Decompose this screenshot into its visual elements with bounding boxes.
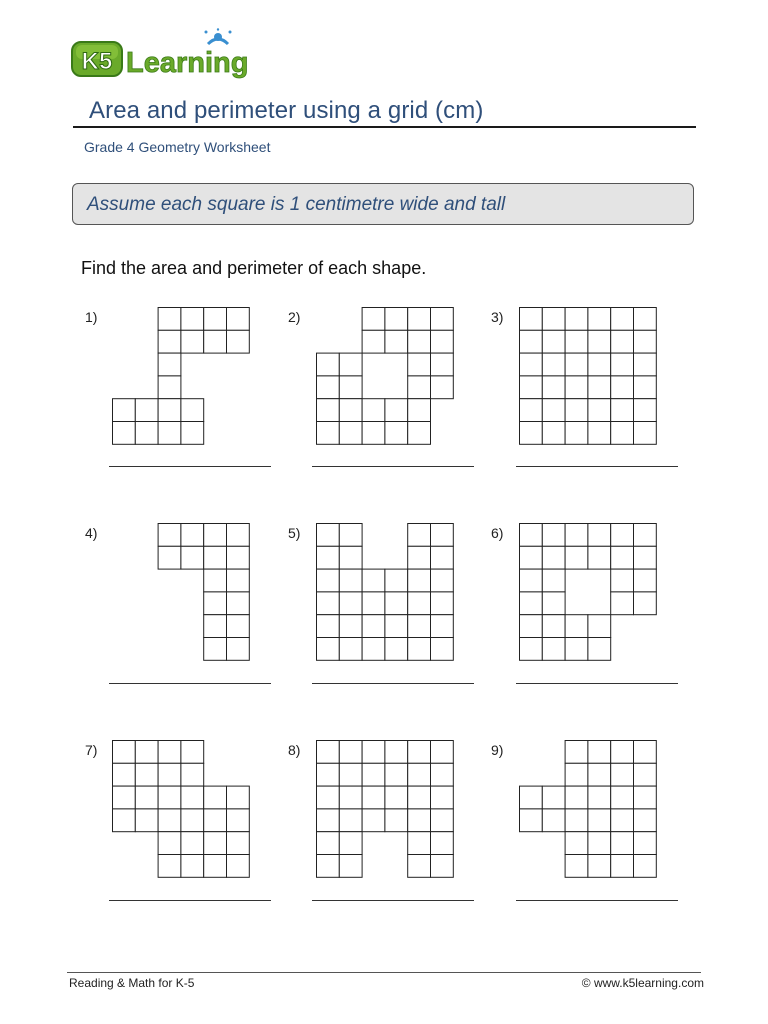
grid-cell <box>611 763 634 786</box>
grid-cell <box>634 308 657 331</box>
grid-cell <box>339 638 362 661</box>
grid-cell <box>113 741 136 764</box>
grid-cell <box>227 546 250 569</box>
grid-cell <box>634 855 657 878</box>
grid-cell <box>634 546 657 569</box>
grid-cell <box>611 832 634 855</box>
grid-cell <box>588 832 611 855</box>
problem-label: 5) <box>288 525 301 541</box>
grid-cell <box>431 353 454 376</box>
page-subtitle: Grade 4 Geometry Worksheet <box>84 139 271 155</box>
grid-cell <box>565 763 588 786</box>
grid-cell <box>113 399 136 422</box>
shape-grid <box>112 740 251 879</box>
problem-label: 8) <box>288 742 301 758</box>
grid-cell <box>227 832 250 855</box>
grid-cell <box>520 615 543 638</box>
shape-grid <box>519 740 658 879</box>
grid-cell <box>520 546 543 569</box>
grid-cell <box>611 569 634 592</box>
grid-cell <box>227 786 250 809</box>
grid-cell <box>408 376 431 399</box>
grid-cell <box>542 524 565 547</box>
grid-cell <box>339 569 362 592</box>
grid-cell <box>227 524 250 547</box>
shape-grid <box>519 523 658 662</box>
grid-cell <box>431 376 454 399</box>
grid-cell <box>135 763 158 786</box>
grid-cell <box>204 786 227 809</box>
grid-cell <box>181 741 204 764</box>
grid-cell <box>634 422 657 445</box>
grid-cell <box>158 399 181 422</box>
grid-cell <box>385 592 408 615</box>
assumption-text: Assume each square is 1 centimetre wide and tall <box>87 194 506 215</box>
grid-cell <box>588 638 611 661</box>
grid-cell <box>565 376 588 399</box>
grid-cell <box>520 809 543 832</box>
grid-cell <box>408 763 431 786</box>
grid-cell <box>317 855 340 878</box>
grid-cell <box>588 353 611 376</box>
grid-cell <box>565 422 588 445</box>
grid-cell <box>135 399 158 422</box>
grid-cell <box>542 330 565 353</box>
grid-cell <box>408 741 431 764</box>
grid-cell <box>565 353 588 376</box>
shape-grid <box>316 523 455 662</box>
grid-cell <box>227 569 250 592</box>
grid-cell <box>565 308 588 331</box>
grid-cell <box>158 786 181 809</box>
answer-line[interactable] <box>516 466 678 467</box>
grid-cell <box>181 809 204 832</box>
grid-cell <box>158 353 181 376</box>
grid-cell <box>408 786 431 809</box>
grid-cell <box>158 855 181 878</box>
grid-cell <box>362 741 385 764</box>
grid-cell <box>362 592 385 615</box>
grid-cell <box>520 422 543 445</box>
grid-cell <box>520 569 543 592</box>
grid-cell <box>634 353 657 376</box>
grid-cell <box>588 422 611 445</box>
grid-cell <box>542 399 565 422</box>
grid-cell <box>227 592 250 615</box>
grid-cell <box>588 615 611 638</box>
grid-cell <box>385 569 408 592</box>
grid-cell <box>181 763 204 786</box>
grid-cell <box>542 422 565 445</box>
grid-cell <box>135 809 158 832</box>
problem-label: 9) <box>491 742 504 758</box>
grid-cell <box>227 809 250 832</box>
grid-cell <box>431 786 454 809</box>
shape-grid <box>316 740 455 879</box>
grid-cell <box>204 638 227 661</box>
logo-k5-text: K5 <box>81 48 113 75</box>
grid-cell <box>339 399 362 422</box>
grid-cell <box>520 638 543 661</box>
grid-cell <box>520 376 543 399</box>
grid-cell <box>362 809 385 832</box>
grid-cell <box>634 741 657 764</box>
grid-cell <box>588 809 611 832</box>
problem-label: 1) <box>85 309 98 325</box>
grid-cell <box>588 308 611 331</box>
page-title: Area and perimeter using a grid (cm) <box>89 97 484 124</box>
grid-cell <box>362 615 385 638</box>
grid-cell <box>542 546 565 569</box>
grid-cell <box>408 308 431 331</box>
grid-cell <box>520 592 543 615</box>
grid-cell <box>385 809 408 832</box>
grid-cell <box>634 809 657 832</box>
grid-cell <box>431 546 454 569</box>
grid-cell <box>431 615 454 638</box>
grid-cell <box>634 569 657 592</box>
grid-cell <box>158 376 181 399</box>
grid-cell <box>362 763 385 786</box>
grid-cell <box>339 741 362 764</box>
grid-cell <box>339 353 362 376</box>
grid-cell <box>542 809 565 832</box>
title-divider <box>73 126 696 128</box>
problem-label: 3) <box>491 309 504 325</box>
answer-line[interactable] <box>312 466 474 467</box>
grid-cell <box>611 786 634 809</box>
grid-cell <box>204 592 227 615</box>
problem-label: 7) <box>85 742 98 758</box>
grid-cell <box>317 786 340 809</box>
grid-cell <box>431 638 454 661</box>
grid-cell <box>611 546 634 569</box>
grid-cell <box>588 763 611 786</box>
grid-cell <box>317 638 340 661</box>
grid-cell <box>611 809 634 832</box>
grid-cell <box>227 615 250 638</box>
grid-cell <box>181 855 204 878</box>
grid-cell <box>181 546 204 569</box>
grid-cell <box>362 638 385 661</box>
grid-cell <box>362 330 385 353</box>
grid-cell <box>408 855 431 878</box>
grid-cell <box>408 422 431 445</box>
grid-cell <box>565 855 588 878</box>
grid-cell <box>588 741 611 764</box>
grid-cell <box>565 330 588 353</box>
grid-cell <box>339 524 362 547</box>
grid-cell <box>339 786 362 809</box>
problem-label: 4) <box>85 525 98 541</box>
grid-cell <box>588 855 611 878</box>
grid-cell <box>227 330 250 353</box>
grid-cell <box>634 376 657 399</box>
grid-cell <box>588 786 611 809</box>
grid-cell <box>565 786 588 809</box>
grid-cell <box>520 330 543 353</box>
grid-cell <box>181 330 204 353</box>
grid-cell <box>317 569 340 592</box>
grid-cell <box>634 524 657 547</box>
grid-cell <box>204 546 227 569</box>
instruction-box <box>72 183 694 225</box>
footer-right-text: © www.k5learning.com <box>581 976 704 990</box>
grid-cell <box>634 763 657 786</box>
grid-cell <box>181 524 204 547</box>
grid-cell <box>317 546 340 569</box>
grid-cell <box>408 330 431 353</box>
grid-cell <box>431 763 454 786</box>
grid-cell <box>362 399 385 422</box>
grid-cell <box>431 330 454 353</box>
grid-cell <box>113 763 136 786</box>
grid-cell <box>181 786 204 809</box>
grid-cell <box>588 524 611 547</box>
grid-cell <box>565 399 588 422</box>
grid-cell <box>339 546 362 569</box>
grid-cell <box>431 308 454 331</box>
grid-cell <box>317 592 340 615</box>
grid-cell <box>385 422 408 445</box>
grid-cell <box>158 741 181 764</box>
grid-cell <box>408 809 431 832</box>
grid-cell <box>542 638 565 661</box>
k5-learning-logo <box>70 28 270 80</box>
grid-cell <box>317 763 340 786</box>
grid-cell <box>520 308 543 331</box>
grid-cell <box>181 399 204 422</box>
grid-cell <box>520 524 543 547</box>
grid-cell <box>634 786 657 809</box>
grid-cell <box>385 615 408 638</box>
answer-line[interactable] <box>109 466 271 467</box>
grid-cell <box>204 855 227 878</box>
grid-cell <box>542 376 565 399</box>
grid-cell <box>339 615 362 638</box>
grid-cell <box>408 592 431 615</box>
grid-cell <box>339 855 362 878</box>
grid-cell <box>408 399 431 422</box>
grid-cell <box>431 569 454 592</box>
grid-cell <box>611 422 634 445</box>
grid-cell <box>362 786 385 809</box>
grid-cell <box>385 308 408 331</box>
grid-cell <box>317 524 340 547</box>
grid-cell <box>181 832 204 855</box>
grid-cell <box>204 809 227 832</box>
grid-cell <box>158 422 181 445</box>
grid-cell <box>408 615 431 638</box>
grid-cell <box>542 308 565 331</box>
grid-cell <box>158 524 181 547</box>
logo-learning-text: Learning <box>126 47 249 79</box>
grid-cell <box>339 832 362 855</box>
grid-cell <box>542 592 565 615</box>
grid-cell <box>339 809 362 832</box>
grid-cell <box>158 832 181 855</box>
grid-cell <box>317 376 340 399</box>
grid-cell <box>542 786 565 809</box>
shape-grid <box>519 307 658 446</box>
grid-cell <box>204 308 227 331</box>
grid-cell <box>339 422 362 445</box>
grid-cell <box>634 592 657 615</box>
grid-cell <box>408 353 431 376</box>
grid-cell <box>227 638 250 661</box>
grid-cell <box>158 809 181 832</box>
grid-cell <box>611 524 634 547</box>
grid-cell <box>542 615 565 638</box>
grid-cell <box>362 308 385 331</box>
grid-cell <box>317 615 340 638</box>
grid-cell <box>431 592 454 615</box>
grid-cell <box>611 399 634 422</box>
grid-cell <box>317 353 340 376</box>
grid-cell <box>565 546 588 569</box>
grid-cell <box>431 809 454 832</box>
grid-cell <box>204 569 227 592</box>
grid-cell <box>431 855 454 878</box>
grid-cell <box>565 741 588 764</box>
grid-cell <box>520 399 543 422</box>
grid-cell <box>362 569 385 592</box>
grid-cell <box>339 592 362 615</box>
grid-cell <box>181 422 204 445</box>
grid-cell <box>385 638 408 661</box>
grid-cell <box>408 546 431 569</box>
grid-cell <box>520 353 543 376</box>
grid-cell <box>385 741 408 764</box>
grid-cell <box>385 786 408 809</box>
prompt-text: Find the area and perimeter of each shape. <box>81 258 427 278</box>
problem-label: 2) <box>288 309 301 325</box>
grid-cell <box>135 741 158 764</box>
grid-cell <box>113 809 136 832</box>
answer-line[interactable] <box>516 683 678 684</box>
grid-cell <box>431 524 454 547</box>
grid-cell <box>611 376 634 399</box>
grid-cell <box>339 763 362 786</box>
grid-cell <box>158 330 181 353</box>
grid-cell <box>431 832 454 855</box>
grid-cell <box>611 592 634 615</box>
footer-divider <box>67 972 701 973</box>
grid-cell <box>611 353 634 376</box>
answer-line[interactable] <box>312 900 474 901</box>
grid-cell <box>204 330 227 353</box>
grid-cell <box>565 832 588 855</box>
answer-line[interactable] <box>312 683 474 684</box>
grid-cell <box>385 330 408 353</box>
grid-cell <box>588 399 611 422</box>
answer-line[interactable] <box>109 683 271 684</box>
shape-grid <box>316 307 455 446</box>
grid-cell <box>113 422 136 445</box>
grid-cell <box>113 786 136 809</box>
grid-cell <box>431 741 454 764</box>
grid-cell <box>204 615 227 638</box>
grid-cell <box>565 809 588 832</box>
grid-cell <box>611 855 634 878</box>
answer-line[interactable] <box>109 900 271 901</box>
grid-cell <box>158 763 181 786</box>
grid-cell <box>408 832 431 855</box>
problem-label: 6) <box>491 525 504 541</box>
grid-cell <box>565 638 588 661</box>
grid-cell <box>542 353 565 376</box>
grid-cell <box>158 308 181 331</box>
grid-cell <box>611 330 634 353</box>
grid-cell <box>611 741 634 764</box>
grid-cell <box>227 308 250 331</box>
grid-cell <box>408 524 431 547</box>
grid-cell <box>565 615 588 638</box>
grid-cell <box>385 399 408 422</box>
shape-grid <box>112 307 251 446</box>
grid-cell <box>588 546 611 569</box>
grid-cell <box>135 786 158 809</box>
grid-cell <box>339 376 362 399</box>
grid-cell <box>565 524 588 547</box>
grid-cell <box>634 399 657 422</box>
grid-cell <box>317 399 340 422</box>
grid-cell <box>227 855 250 878</box>
grid-cell <box>317 741 340 764</box>
shape-grid <box>112 523 251 662</box>
grid-cell <box>588 330 611 353</box>
grid-cell <box>634 330 657 353</box>
grid-cell <box>634 832 657 855</box>
grid-cell <box>588 376 611 399</box>
grid-cell <box>611 308 634 331</box>
grid-cell <box>317 422 340 445</box>
grid-cell <box>542 569 565 592</box>
grid-cell <box>408 569 431 592</box>
grid-cell <box>204 832 227 855</box>
grid-cell <box>204 524 227 547</box>
grid-cell <box>408 638 431 661</box>
grid-cell <box>385 763 408 786</box>
grid-cell <box>317 809 340 832</box>
grid-cell <box>181 308 204 331</box>
grid-cell <box>317 832 340 855</box>
grid-cell <box>158 546 181 569</box>
grid-cell <box>362 422 385 445</box>
answer-line[interactable] <box>516 900 678 901</box>
grid-cell <box>520 786 543 809</box>
grid-cell <box>135 422 158 445</box>
footer-left-text: Reading & Math for K-5 <box>69 976 195 990</box>
